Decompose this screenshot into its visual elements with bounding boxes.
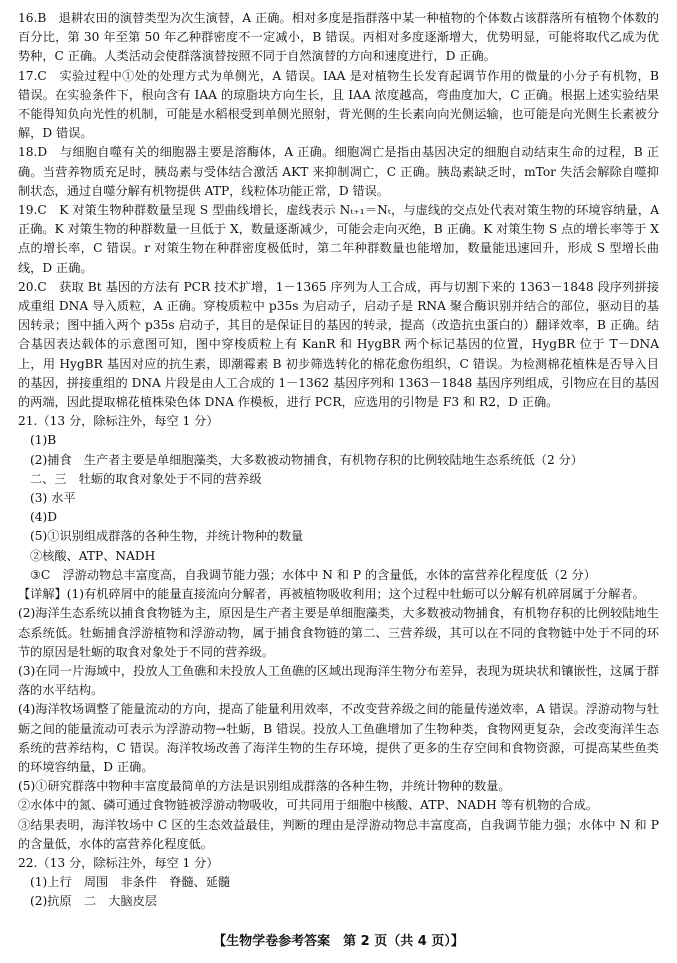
question-21-header: 21.（13 分，除标注外，每空 1 分） (18, 414, 219, 429)
answer-item-20: 20.C 获取 Bt 基因的方法有 PCR 技术扩增，1－1365 序列为人工合成，再与切割下来的 1363－1848 段序列拼接成重组 DNA 导入质粒，A 正确。穿梭质粒中 p35s 为启动子，启动子是 RNA 聚合酶识别并结合的部位，驱动目的基因转录；图中插入两个 p35s 启动子，其目的是保证目的基因的转录，提高（改造抗虫蛋白的）翻译效率，B 正确。结合基因表达载体的示意图可知，图中穿梭质粒上有 KanR 和 HygBR 两个标记基因的位置，HygBR 位于 T－DNA 上，用 HygBR 基因对应的抗生素，即潮霉素 B 初步筛选转化的棉花愈伤组织，C 错误。为检测棉花植株是否导入目的基因，拼接重组的 DNA 片段是由人工合成的 1－1362 基因序列和 1363－1848 基因序列组成，引物应在目的基因的两端，因此提取棉花植株染色体 DNA 作模板，进行 PCR，应选用的引物是 F3 和 R2，D 正确。 (18, 279, 659, 410)
q21-explanation-5a: (5)①研究群落中物种丰富度最简单的方法是识别组成群落的各种生物，并统计物种的数量。 (18, 779, 511, 794)
q21-explanation-5b: ②水体中的氮、磷可通过食物链被浮游动物吸收，可共同用于细胞中核酸、ATP、NADH 等有机物的合成。 (18, 798, 599, 813)
question-22-header: 22.（13 分，除标注外，每空 1 分） (18, 855, 219, 870)
answer-item-18: 18.D 与细胞自噬有关的细胞器主要是溶酶体，A 正确。细胞凋亡是指由基因决定的细胞自动结束生命的过程，B 正确。当营养物质充足时，胰岛素与受体结合激活 AKT 来抑制凋亡，C 正确。胰岛素缺乏时，mTor 失活会解除自噬抑制状态，通过自噬分解有机物提供 ATP，线粒体功能正常，D 错误。 (18, 145, 659, 198)
answer-item-16: 16.B 退耕农田的演替类型为次生演替，A 正确。相对多度是指群落中某一种植物的个体数占该群落所有植物个体数的百分比，第 30 年至第 50 年乙种群密度不一定减小，B 错误。丙相对多度逐渐增大，优势明显，可能将取代乙成为优势种，C 正确。人类活动会使群落演替按照不同于自然演替的方向和速度进行，D 正确。 (18, 11, 659, 64)
q21-answer-3: (3) 水平 (30, 491, 76, 506)
q22-answer-1: (1)上行 周围 非条件 脊髓、延髓 (30, 875, 231, 890)
q21-answer-2: (2)捕食 生产者主要是单细胞藻类，大多数被动物捕食，有机物存积的比例较陆地生态系统低（2 分） (30, 452, 583, 467)
q21-answer-5b: ②核酸、ATP、NADH (30, 548, 156, 563)
q21-explanation-2: (2)海洋生态系统以捕食食物链为主，原因是生产者主要是单细胞藻类，大多数被动物捕食，有机物存积的比例较陆地生态系统低。牡蛎捕食浮游植物和浮游动物，属于捕食食物链的第二、三营养级，其可以在不同的食物链中处于不同的环节的原因是牡蛎的取食对象处于不同的营养级。 (18, 606, 659, 659)
answer-item-19: 19.C K 对策生物种群数量呈现 S 型曲线增长，虚线表示 Nₜ₊₁＝Nₜ，与虚线的交点处代表对策生物的环境容纳量，A 正确。K 对策生物的种群数量一旦低于 X，数量逐渐减少，可能会走向灭绝，B 正确。K 对策生物 S 点的增长率等于 X 点的增长率，C 错误。r 对策生物在种群密度极低时，第二年种群数量也能增加，数量能迅速回升，形成 S 型增长曲线，D 正确。 (18, 203, 659, 275)
q21-answer-1: (1)B (30, 433, 57, 448)
q21-explanation-3: (3)在同一片海域中，投放人工鱼礁和未投放人工鱼礁的区域出现海洋生物分布差异，表现为斑块状和镶嵌性，这属于群落的水平结构。 (18, 663, 659, 698)
q21-explanation-5c: ③结果表明，海洋牧场中 C 区的生态效益最佳，判断的理由是浮游动物总丰富度高，自我调节能力强；水体中 N 和 P 的含量低，水体的富营养化程度低。 (18, 817, 659, 851)
page-footer: 【生物学卷参考答案 第 2 页（共 4 页）】 (213, 934, 464, 949)
q21-explanation-4: (4)海洋牧场调整了能量流动的方向，提高了能量利用效率，不改变营养级之间的能量传递效率，A 错误。浮游动物与牡蛎之间的能量流动可表示为浮游动物→牡蛎，B 错误。投放人工鱼礁增加了生物种类，食物网更复杂，会改变海洋生态系统的营养结构，C 错误。海洋牧场改善了海洋生物的生存环境，提供了更多的生存空间和食物资源，可提高某些鱼类的环境容纳量，D 正确。 (18, 702, 659, 774)
answer-body (18, 9, 659, 912)
q21-answer-5a: (5)①识别组成群落的各种生物，并统计物种的数量 (30, 529, 304, 544)
q21-answer-2b: 二、三 牡蛎的取食对象处于不同的营养级 (30, 471, 262, 486)
answer-item-17: 17.C 实验过程中①处的处理方式为单侧光，A 错误。IAA 是对植物生长发育起调节作用的微量的小分子有机物，B 错误。在实验条件下，根向含有 IAA 的琼脂块方向生长，且 IAA 浓度越高，弯曲度加大，C 正确。根据上述实验结果不能得知负向光性的机制，可能是水稻根受到单侧光照射，背光侧的生长素向向光侧运输，也可能是向光侧生长素被分解，D 错误。 (18, 68, 659, 141)
q21-explanation-1: 【详解】(1)有机碎屑中的能量直接流向分解者，再被植物吸收利用；这个过程中牡蛎可以分解有机碎屑属于分解者。 (18, 587, 645, 602)
q21-answer-5c: ③C 浮游动物总丰富度高，自我调节能力强；水体中 N 和 P 的含量低，水体的富营养化程度低（2 分） (30, 567, 596, 582)
q22-answer-2: (2)抗原 二 大脑皮层 (30, 894, 157, 909)
q21-answer-4: (4)D (30, 510, 58, 525)
